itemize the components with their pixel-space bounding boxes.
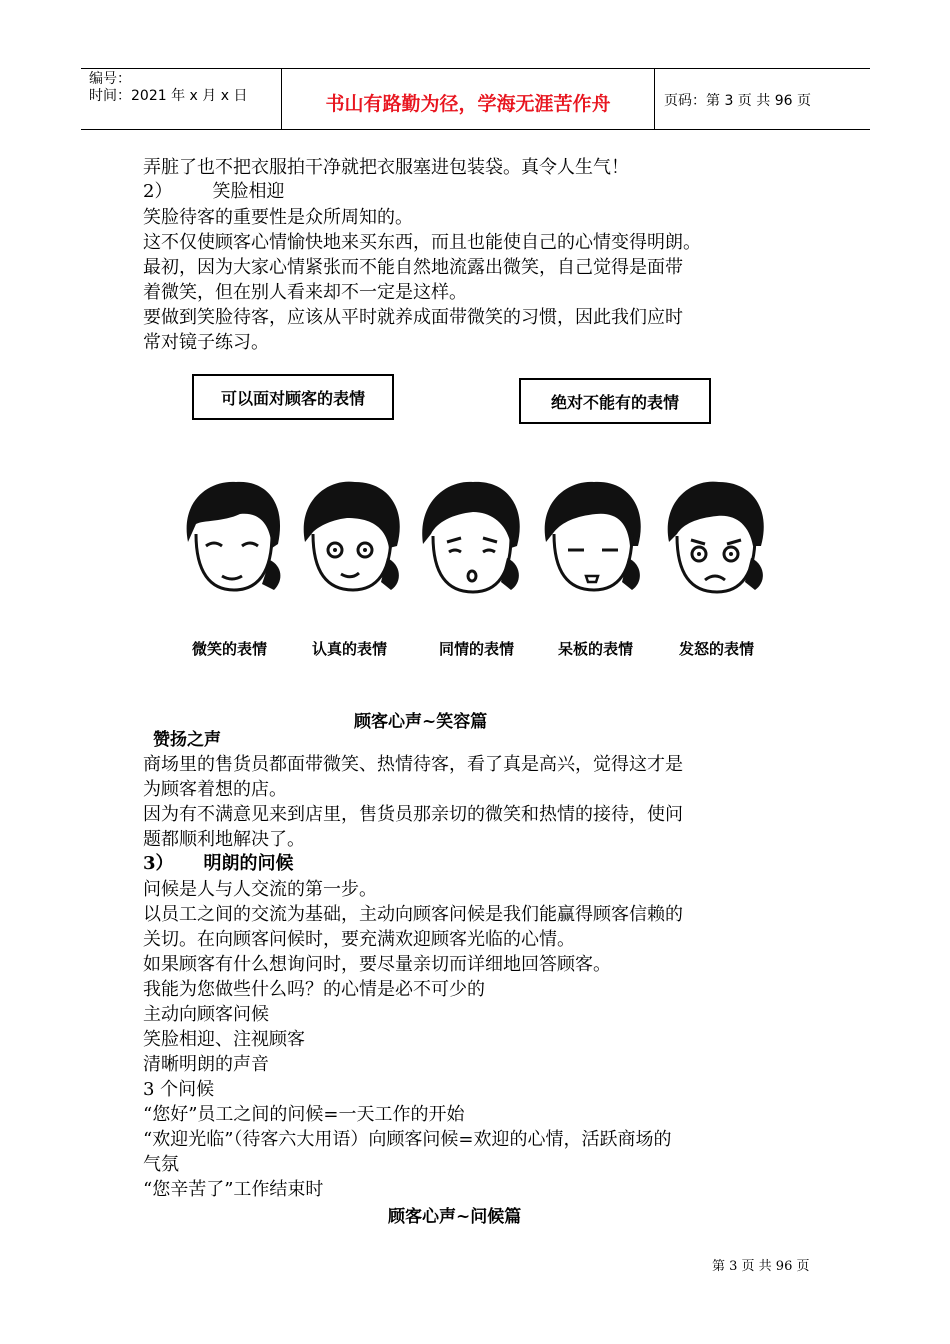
doc-time-label: 时间：2021 年 x 月 x 日 — [89, 88, 248, 104]
header-motto: 书山有路勤为径，学海无涯苦作舟 — [325, 93, 611, 115]
body-line: 问候是人与人交流的第一步。 — [143, 879, 377, 900]
body-line: 要做到笑脸待客，应该从平时就养成面带微笑的习惯，因此我们应时 — [143, 307, 683, 328]
body-line: 3 个问候 — [143, 1079, 215, 1100]
section-number: 3） — [143, 853, 174, 874]
body-line: 笑脸相迎、注视顾客 — [143, 1029, 305, 1050]
forbidden-expression-box: 绝对不能有的表情 — [519, 378, 711, 424]
body-line: 常对镜子练习。 — [143, 332, 269, 353]
smiling-face-illustration — [178, 472, 288, 602]
customer-voice-heading: 顾客心声~笑容篇 — [354, 712, 488, 732]
body-line: “您辛苦了”工作结束时 — [143, 1179, 324, 1200]
body-line: 最初，因为大家心情紧张而不能自然地流露出微笑，自己觉得是面带 — [143, 257, 683, 278]
body-line: 弄脏了也不把衣服拍干净就把衣服塞进包装袋。真令人生气！ — [143, 157, 629, 178]
body-line: 主动向顾客问候 — [143, 1004, 269, 1025]
body-line: 因为有不满意见来到店里，售货员那亲切的微笑和热情的接待，使问 — [143, 804, 683, 825]
body-line: 清晰明朗的声音 — [143, 1054, 269, 1075]
customer-voice-heading: 顾客心声~问候篇 — [388, 1207, 522, 1227]
body-line: 着微笑，但在别人看来却不一定是这样。 — [143, 282, 467, 303]
body-line: “您好”员工之间的问候=一天工作的开始 — [143, 1104, 465, 1125]
header-motto-cell — [281, 69, 655, 129]
body-line: 商场里的售货员都面带微笑、热情待客，看了真是高兴，觉得这才是 — [143, 754, 683, 775]
blank-face-illustration — [538, 472, 648, 602]
header-meta-cell — [81, 69, 281, 129]
doc-number-label: 编号： — [89, 71, 131, 87]
serious-face-illustration — [297, 472, 407, 602]
section-title: 明朗的问候 — [203, 853, 294, 874]
body-line: 笑脸待客的重要性是众所周知的。 — [143, 207, 413, 228]
page-footer: 第 3 页 共 96 页 — [712, 1259, 810, 1274]
body-line: “欢迎光临”（待客六大用语）向顾客问候=欢迎的心情，活跃商场的 — [143, 1129, 672, 1150]
face-caption: 发怒的表情 — [679, 640, 755, 658]
body-line: 关切。在向顾客问候时，要充满欢迎顾客光临的心情。 — [143, 929, 575, 950]
body-line: 以员工之间的交流为基础，主动向顾客问候是我们能赢得顾客信赖的 — [143, 904, 683, 925]
body-line: 题都顺利地解决了。 — [143, 829, 305, 850]
section-2-heading — [143, 180, 284, 204]
header-page-cell — [654, 69, 870, 129]
body-line: 这不仅使顾客心情愉快地来买东西，而且也能使自己的心情变得明朗。 — [143, 232, 701, 253]
angry-face-illustration — [661, 472, 771, 602]
face-caption: 呆板的表情 — [558, 640, 634, 658]
sympathetic-face-illustration — [417, 472, 527, 602]
section-3-heading — [143, 852, 294, 876]
face-caption: 微笑的表情 — [192, 640, 268, 658]
body-line: 如果顾客有什么想询问时，要尽量亲切而详细地回答顾客。 — [143, 954, 611, 975]
acceptable-expression-box: 可以面对顾客的表情 — [192, 374, 394, 420]
body-line: 气氛 — [143, 1154, 179, 1175]
face-caption: 同情的表情 — [439, 640, 515, 658]
body-line: 为顾客着想的店。 — [143, 779, 287, 800]
section-number: 2） — [143, 181, 173, 202]
section-title: 笑脸相迎 — [212, 181, 285, 202]
body-line: 我能为您做些什么吗？的心情是必不可少的 — [143, 979, 485, 1000]
praise-heading: 赞扬之声 — [153, 730, 221, 750]
page-header — [81, 68, 870, 130]
header-page-number: 页码：第 3 页 共 96 页 — [664, 93, 811, 109]
face-caption: 认真的表情 — [312, 640, 388, 658]
